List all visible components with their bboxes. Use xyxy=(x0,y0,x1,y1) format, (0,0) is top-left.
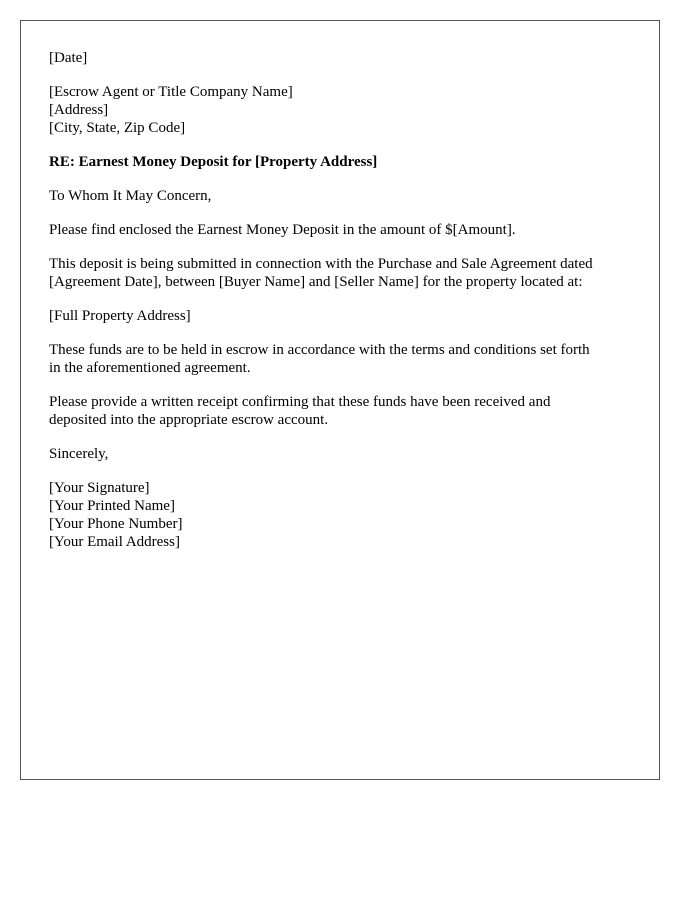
printed-name: [Your Printed Name] xyxy=(49,498,175,514)
letter-content xyxy=(49,49,639,567)
paragraph-property-address xyxy=(49,307,639,325)
signature-placeholder: [Your Signature] xyxy=(49,480,150,496)
recipient-block xyxy=(49,83,639,137)
purpose-line-2: [Agreement Date], between [Buyer Name] and [Seller Name] for the property located at: xyxy=(49,274,583,290)
date-text: [Date] xyxy=(49,50,88,66)
recipient-city-state-zip: [City, State, Zip Code] xyxy=(49,120,186,136)
purpose-line-1: This deposit is being submitted in connection with the Purchase and Sale Agreement dated xyxy=(49,256,593,272)
signature-block xyxy=(49,479,639,551)
salutation xyxy=(49,187,639,205)
letter-date xyxy=(49,49,639,67)
email-address: [Your Email Address] xyxy=(49,534,180,550)
letter-page xyxy=(20,20,660,780)
paragraph-receipt xyxy=(49,393,639,429)
closing-text: Sincerely, xyxy=(49,446,109,462)
receipt-line-1: Please provide a written receipt confirming that these funds have been received and xyxy=(49,394,551,410)
recipient-name: [Escrow Agent or Title Company Name] xyxy=(49,84,293,100)
enclosed-text: Please find enclosed the Earnest Money Deposit in the amount of $[Amount]. xyxy=(49,222,516,238)
receipt-line-2: deposited into the appropriate escrow account. xyxy=(49,412,329,428)
phone-number: [Your Phone Number] xyxy=(49,516,183,532)
escrow-line-1: These funds are to be held in escrow in accordance with the terms and conditions set forth xyxy=(49,342,590,358)
paragraph-escrow xyxy=(49,341,639,377)
salutation-text: To Whom It May Concern, xyxy=(49,188,212,204)
escrow-line-2: in the aforementioned agreement. xyxy=(49,360,251,376)
closing xyxy=(49,445,639,463)
subject-line xyxy=(49,153,639,171)
recipient-address: [Address] xyxy=(49,102,109,118)
paragraph-enclosed xyxy=(49,221,639,239)
subject-text: RE: Earnest Money Deposit for [Property Address] xyxy=(49,154,378,170)
property-address-text: [Full Property Address] xyxy=(49,308,191,324)
paragraph-purpose xyxy=(49,255,639,291)
